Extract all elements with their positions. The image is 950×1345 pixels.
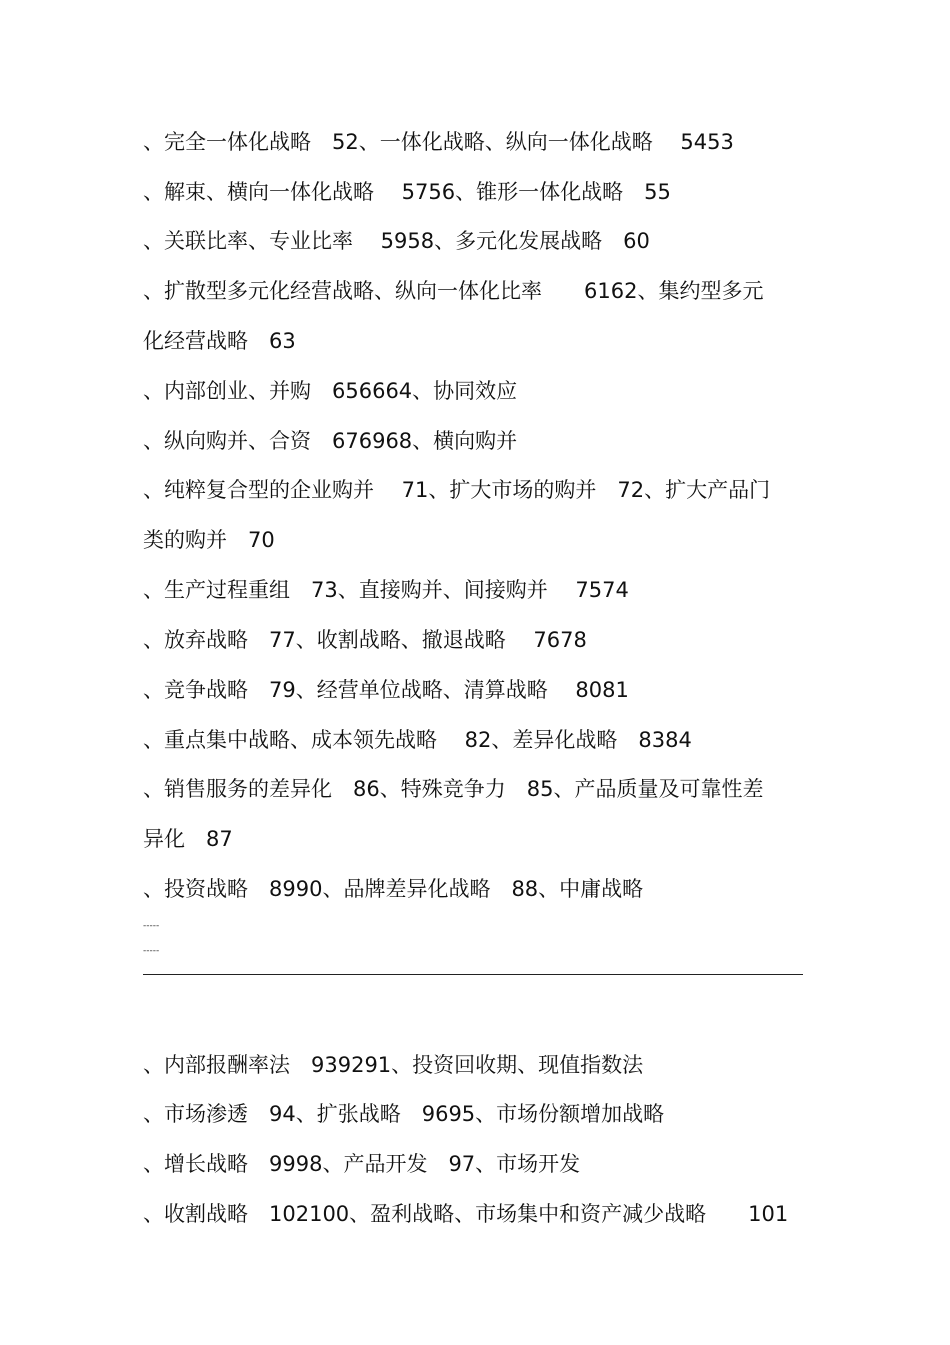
dash-marker: ----- <box>143 946 160 956</box>
text-line: 、重点集中战略、成本领先战略 82、差异化战略 8384 <box>143 728 692 752</box>
text-line: 、市场渗透 94、扩张战略 9695、市场份额增加战略 <box>143 1102 665 1126</box>
text-line: 、解束、横向一体化战略 5756、锥形一体化战略 55 <box>143 180 671 204</box>
text-line: 、关联比率、专业比率 5958、多元化发展战略 60 <box>143 229 650 253</box>
text-line: 、放弃战略 77、收割战略、撤退战略 7678 <box>143 628 587 652</box>
horizontal-divider <box>143 974 803 975</box>
text-line: 、生产过程重组 73、直接购并、间接购并 7574 <box>143 578 629 602</box>
text-line: 、扩散型多元化经营战略、纵向一体化比率 6162、集约型多元 <box>143 279 764 303</box>
text-line: 、销售服务的差异化 86、特殊竞争力 85、产品质量及可靠性差 <box>143 777 764 801</box>
text-line: 类的购并 70 <box>143 528 275 552</box>
text-line: 、增长战略 9998、产品开发 97、市场开发 <box>143 1152 581 1176</box>
text-line: 化经营战略 63 <box>143 329 296 353</box>
text-line: 异化 87 <box>143 827 233 851</box>
dash-marker: ----- <box>143 921 160 931</box>
text-line: 、纯粹复合型的企业购并 71、扩大市场的购并 72、扩大产品门 <box>143 478 771 502</box>
text-line: 、收割战略 102100、盈利战略、市场集中和资产减少战略 101 <box>143 1202 789 1226</box>
text-line: 、纵向购并、合资 676968、横向购并 <box>143 429 518 453</box>
text-line: 、竞争战略 79、经营单位战略、清算战略 8081 <box>143 678 629 702</box>
text-line: 、内部报酬率法 939291、投资回收期、现值指数法 <box>143 1053 644 1077</box>
text-line: 、完全一体化战略 52、一体化战略、纵向一体化战略 5453 <box>143 130 734 154</box>
text-line: 、内部创业、并购 656664、协同效应 <box>143 379 518 403</box>
text-line: 、投资战略 8990、品牌差异化战略 88、中庸战略 <box>143 877 644 901</box>
